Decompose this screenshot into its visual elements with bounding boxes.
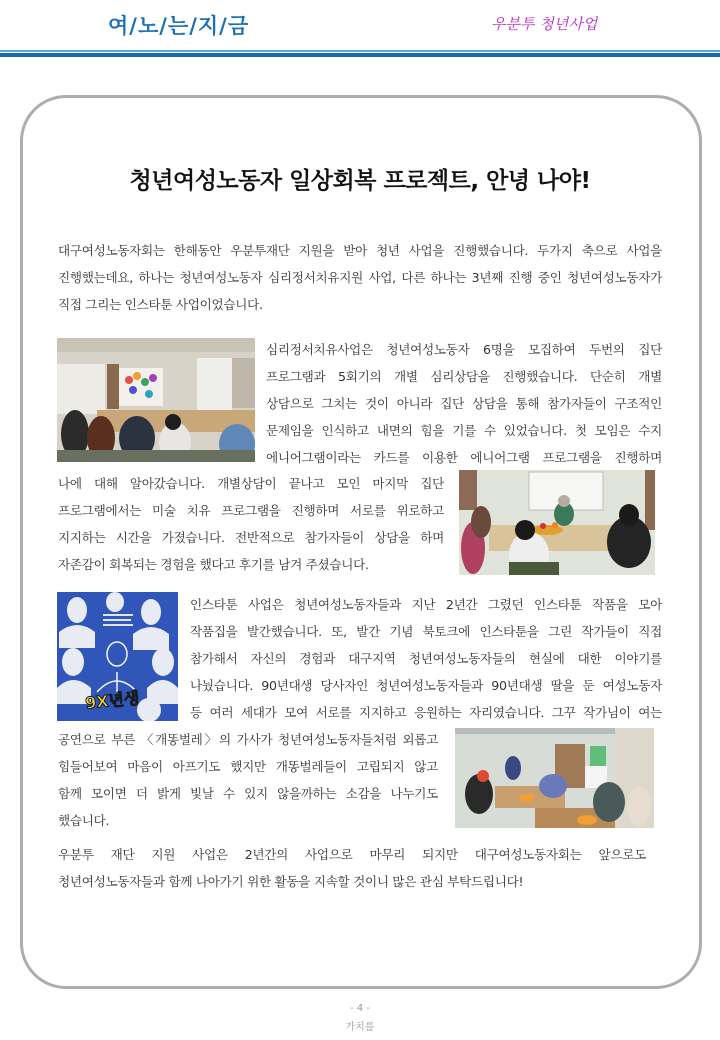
- text-line: 상담으로 그치는 것이 아니라 집단 상담을 통해 참가자들이 구조적인: [266, 396, 662, 411]
- group-therapy-photo: [57, 338, 255, 462]
- text-line: 나에 대해 알아갔습니다. 개별상담이 끝나고 모인 마지막 집단: [58, 476, 444, 491]
- text-line: 작품집을 발간했습니다. 또, 발간 기념 북토크에 인스타툰을 그린 작가들이 직접: [190, 624, 662, 639]
- instatoon-paragraph-right: [190, 591, 662, 726]
- header-section-tag: 우분투 청년사업: [491, 15, 598, 33]
- header-title: 여/노/는/지/금: [108, 14, 250, 38]
- article-title: 청년여성노동자 일상회복 프로젝트, 안녕 나야!: [129, 168, 591, 194]
- text-line: 나눴습니다. 90년대생 당사자인 청년여성노동자들과 90년대생 딸을 둔 여성노동자: [190, 678, 662, 693]
- book-talk-photo: [455, 728, 654, 828]
- text-line: 지지하는 시간을 가졌습니다. 전반적으로 참가자들이 상담을 하며: [58, 530, 444, 545]
- text-line: 자존감이 회복되는 경험을 했다고 후기를 남겨 주셨습니다.: [58, 557, 369, 572]
- instatoon-book-cover: [57, 592, 178, 721]
- text-line: 힘들어보여 마음이 아프기도 했지만 개똥벌레들이 고립되지 않고: [58, 759, 438, 774]
- therapy-paragraph-right: [266, 336, 662, 471]
- text-line: 청년여성노동자들과 함께 나아가기 위한 활동을 지속할 것이니 많은 관심 부탁드립니다!: [58, 874, 524, 889]
- text-line: 진행했는데요, 하나는 청년여성노동자 심리정서치유지원 사업, 다른 하나는 3년째 진행 중인 청년여성노동자가: [58, 270, 662, 285]
- text-line: 프로그램과 5회기의 개별 심리상담을 진행했습니다. 단순히 개별: [266, 369, 662, 384]
- therapy-paragraph-left: [58, 470, 444, 578]
- text-line: 문제임을 인식하고 내면의 힘을 기를 수 있었습니다. 첫 모임은 수지: [266, 423, 662, 438]
- text-line: 인스타툰 사업은 청년여성노동자들과 지난 2년간 그렸던 인스타툰 작품을 모아: [190, 597, 662, 612]
- text-line: 직접 그리는 인스타툰 사업이었습니다.: [58, 297, 263, 312]
- header-rule-thick: [0, 53, 720, 57]
- text-line: 에니어그램이라는 카드를 이용한 에니어그램 프로그램을 진행하며: [266, 450, 662, 465]
- text-line: 우분투 재단 지원 사업은 2년간의 사업으로 마무리 되지만 대구여성노동자회는 앞으로도: [58, 847, 646, 862]
- text-line: 참가해서 자신의 경험과 대구지역 청년여성노동자들의 현실에 대한 이야기를: [190, 651, 662, 666]
- art-therapy-photo: [459, 470, 655, 575]
- text-line: 프로그램에서는 미술 치유 프로그램을 진행하며 서로를 위로하고: [58, 503, 444, 518]
- intro-paragraph: [58, 237, 662, 318]
- text-line: 심리정서치유사업은 청년여성노동자 6명을 모집하여 두번의 집단: [266, 342, 662, 357]
- text-line: 공연으로 부른 〈개똥벌레〉의 가사가 청년여성노동자들처럼 외롭고: [58, 732, 438, 747]
- instatoon-paragraph-left: [58, 726, 438, 834]
- closing-paragraph: [58, 841, 646, 895]
- publication-name: 가치를: [345, 1022, 375, 1033]
- text-line: 했습니다.: [58, 813, 110, 828]
- header-rule-thin: [0, 50, 720, 52]
- page-number: - 4 -: [350, 1003, 370, 1014]
- text-line: 등 여러 세대가 모여 서로를 지지하고 응원하는 자리였습니다. 그꾸 작가님이 여는: [190, 705, 662, 720]
- text-line: 대구여성노동자회는 한해동안 우분투재단 지원을 받아 청년 사업을 진행했습니다. 두가지 축으로 사업을: [58, 243, 662, 258]
- text-line: 함께 모이면 더 밝게 빛날 수 있지 않을까하는 소감을 나누기도: [58, 786, 438, 801]
- book-cover-title: 9X년생: [84, 688, 141, 713]
